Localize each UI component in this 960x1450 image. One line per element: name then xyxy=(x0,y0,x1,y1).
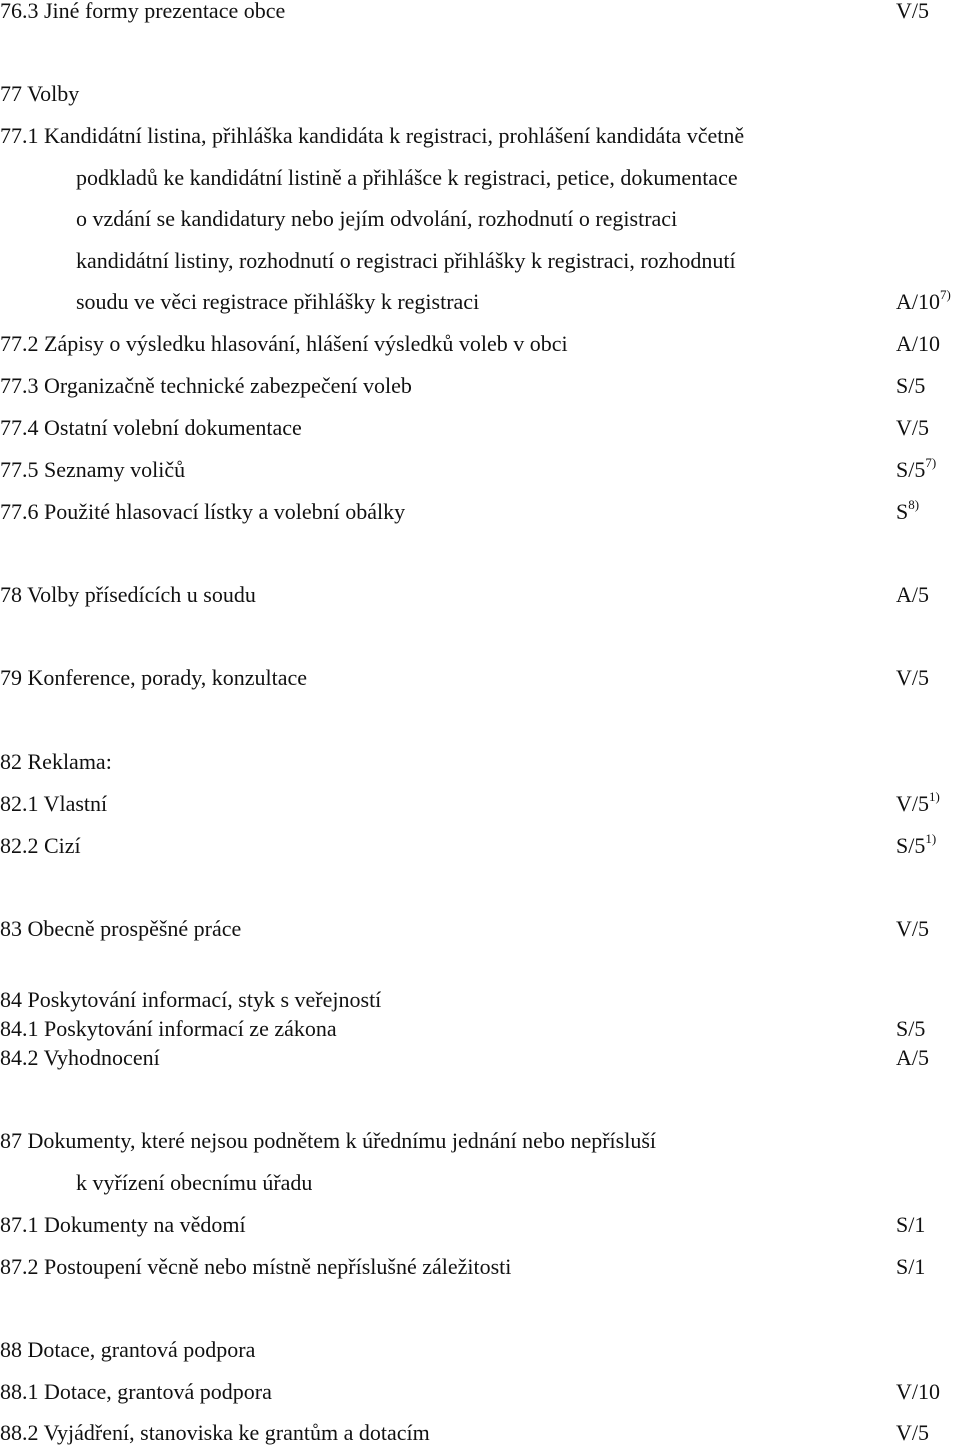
retention-code: S/5$^{1)}$ xyxy=(896,830,937,858)
entry-text: 87.1 Dokumenty na vědomí xyxy=(0,1212,246,1237)
retention-code: V/5 xyxy=(896,0,929,23)
retention-code: S/1 xyxy=(896,1254,926,1279)
entry-text-continuation: kandidátní listiny, rozhodnutí o registraci přihlášky k registraci, rozhodnutí xyxy=(76,248,736,273)
footnote-ref: 8) xyxy=(908,496,920,512)
retention-code: A/10 xyxy=(896,331,940,356)
entry-text: 76.3 Jiné formy prezentace obce xyxy=(0,0,286,23)
retention-code: V/10 xyxy=(896,1379,940,1404)
section-heading: 79 Konference, porady, konzultace xyxy=(0,665,308,690)
footnote-ref: 7) xyxy=(925,454,937,470)
entry-text-continuation: soudu ve věci registrace přihlášky k registraci xyxy=(76,289,480,314)
retention-code: S/5 xyxy=(896,373,926,398)
entry-text: 82.2 Cizí xyxy=(0,833,81,858)
section-heading-continuation: k vyřízení obecnímu úřadu xyxy=(76,1170,313,1195)
entry-text: 84.1 Poskytování informací ze zákona xyxy=(0,1016,337,1041)
entry-text: 84.2 Vyhodnocení xyxy=(0,1045,160,1070)
section-heading: 87 Dokumenty, které nejsou podnětem k úřednímu jednání nebo nepřísluší xyxy=(0,1128,656,1153)
entry-text-continuation: podkladů ke kandidátní listině a přihlášce k registraci, petice, dokumentace xyxy=(76,165,738,190)
retention-code: A/5 xyxy=(896,582,929,607)
section-heading: 82 Reklama: xyxy=(0,749,112,774)
entry-text-continuation: o vzdání se kandidatury nebo jejím odvolání, rozhodnutí o registraci xyxy=(76,206,678,231)
footnote-ref: 1) xyxy=(925,830,937,846)
retention-code: V/5 xyxy=(896,916,929,941)
entry-text: 77.3 Organizačně technické zabezpečení voleb xyxy=(0,373,412,398)
retention-code: S/1 xyxy=(896,1212,926,1237)
entry-text: 77.4 Ostatní volební dokumentace xyxy=(0,415,302,440)
retention-code: S/5 xyxy=(896,1016,926,1041)
entry-text: 87.2 Postoupení věcně nebo místně nepříslušné záležitosti xyxy=(0,1254,512,1279)
section-heading: 78 Volby přísedících u soudu xyxy=(0,582,256,607)
section-heading: 84 Poskytování informací, styk s veřejností xyxy=(0,987,382,1012)
retention-code: $S^{8)}$ xyxy=(896,496,920,524)
retention-code: A/10$^{7)}$ xyxy=(896,286,951,314)
retention-code: V/5 xyxy=(896,1420,929,1445)
retention-code: V/5 xyxy=(896,415,929,440)
retention-code: S/5$^{7)}$ xyxy=(896,454,937,482)
entry-text: 88.2 Vyjádření, stanoviska ke grantům a dotacím xyxy=(0,1420,430,1445)
entry-text: 77.2 Zápisy o výsledku hlasování, hlášení výsledků voleb v obci xyxy=(0,331,568,356)
entry-text: 88.1 Dotace, grantová podpora xyxy=(0,1379,272,1404)
section-heading: 83 Obecně prospěšné práce xyxy=(0,916,242,941)
section-heading: 77 Volby xyxy=(0,81,80,106)
entry-text: 77.6 Použité hlasovací lístky a volební obálky xyxy=(0,499,406,524)
entry-text: 77.1 Kandidátní listina, přihláška kandidáta k registraci, prohlášení kandidáta včetně xyxy=(0,123,745,148)
section-heading: 88 Dotace, grantová podpora xyxy=(0,1337,256,1362)
footnote-ref: 7) xyxy=(940,286,951,302)
entry-text: 82.1 Vlastní xyxy=(0,791,108,816)
retention-code: V/5$^{1)}$ xyxy=(896,788,940,816)
entry-text: 77.5 Seznamy voličů xyxy=(0,457,186,482)
retention-code: A/5 xyxy=(896,1045,929,1070)
footnote-ref: 1) xyxy=(929,788,940,804)
retention-code: V/5 xyxy=(896,665,929,690)
